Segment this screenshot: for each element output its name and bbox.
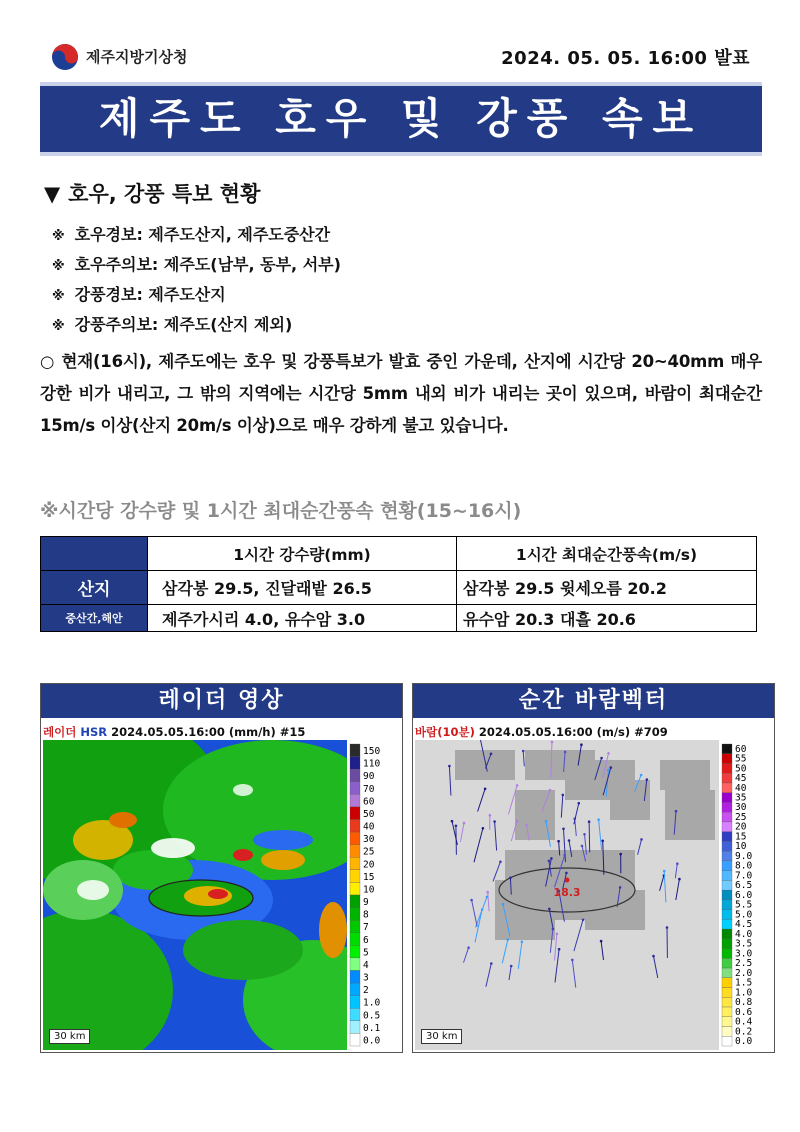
region-cell: 중산간,해안 — [41, 605, 148, 632]
wind-scale-label: 6.0 — [735, 889, 753, 901]
wind-vector-head — [568, 839, 571, 842]
wind-scale-label: 30 — [735, 802, 747, 814]
radar-scale-label: 70 — [363, 783, 375, 795]
wind-vector-head — [448, 765, 451, 768]
radar-scale-swatch — [350, 845, 360, 858]
warning-item — [52, 282, 226, 305]
radar-scale-swatch — [350, 996, 360, 1009]
reference-mark-icon: ※ — [52, 259, 65, 274]
wind-scale-label: 20 — [735, 821, 747, 833]
wind-scale-swatch — [722, 939, 732, 949]
wind-scale-label: 3.5 — [735, 938, 753, 950]
radar-label-type: HSR — [80, 725, 108, 739]
warning-item — [52, 252, 341, 275]
wind-scale-label: 2.0 — [735, 967, 753, 979]
wind-scale-swatch — [722, 793, 732, 803]
wind-scale-swatch — [722, 861, 732, 871]
table-caption: ※시간당 강수량 및 1시간 최대순간풍속 현황(15~16시) — [40, 500, 522, 522]
wind-scale-swatch — [722, 978, 732, 988]
radar-scale-swatch — [350, 945, 360, 958]
wind-label — [415, 724, 668, 740]
radar-scale-swatch — [350, 958, 360, 971]
wind-map — [415, 740, 719, 1050]
wind-panel — [412, 683, 775, 1053]
warning-text: 강풍주의보: 제주도(산지 제외) — [74, 315, 293, 334]
wind-scale-swatch — [722, 763, 732, 773]
radar-scale-label: 50 — [363, 808, 375, 820]
wind-vector-head — [563, 854, 566, 857]
reference-mark-icon: ※ — [52, 289, 65, 304]
wind-scale-swatch — [722, 812, 732, 822]
wind-vector-head — [597, 818, 600, 821]
wind-vector-head — [558, 948, 561, 951]
radar-scale-swatch — [350, 782, 360, 795]
wind-scale-swatch — [722, 1017, 732, 1027]
radar-scale-swatch — [350, 1008, 360, 1021]
wind-scale-label: 55 — [735, 753, 747, 765]
table-corner-cell — [41, 537, 148, 571]
radar-scale-swatch — [350, 933, 360, 946]
wind-scale-swatch — [722, 871, 732, 881]
wind-vector-head — [489, 814, 492, 817]
wind-vector-head — [588, 820, 591, 823]
wind-panel-title: 순간 바람벡터 — [413, 684, 774, 718]
wind-scale-swatch — [722, 958, 732, 968]
wind-vector-head — [525, 824, 528, 827]
wind-scale-swatch — [722, 949, 732, 959]
radar-color-scale — [348, 740, 400, 1050]
wind-scale-label: 5.0 — [735, 909, 753, 921]
kma-logo-icon — [50, 42, 80, 72]
wind-vector-head — [484, 788, 487, 791]
reference-mark-icon: ※ — [52, 319, 65, 334]
org-name: 제주지방기상청 — [86, 48, 188, 66]
wind-scale-label: 10 — [735, 841, 747, 853]
radar-scale-swatch — [350, 882, 360, 895]
wind-vector-head — [551, 741, 554, 744]
radar-map — [43, 740, 347, 1050]
wind-scale-label: 6.5 — [735, 880, 753, 892]
wind-vector-head — [580, 743, 583, 746]
radar-scale-swatch — [350, 870, 360, 883]
wind-vector-head — [516, 820, 519, 823]
wind-scale-swatch — [722, 988, 732, 998]
summary-paragraph: ○ 현재(16시), 제주도에는 호우 및 강풍특보가 발효 중인 가운데, 산지에 시간당 20~40mm 매우 강한 비가 내리고, 그 밖의 지역에는 시간당 5mm 내외 비가 내리는 곳이 있으며, 바람이 최대순간 15m/s 이상(산지 20m/s 이상)으로 매우 강하게 불고 있습니다. — [40, 352, 762, 435]
radar-scale-label: 60 — [363, 796, 375, 808]
radar-label — [43, 724, 305, 740]
wind-vector-head — [562, 794, 565, 797]
wind-vector-head — [470, 899, 473, 902]
wind-scale-swatch — [722, 997, 732, 1007]
wind-vector-head — [548, 860, 551, 863]
radar-scale-swatch — [350, 744, 360, 757]
wind-vector-head — [549, 789, 552, 792]
wind-vector-head — [578, 802, 581, 805]
wind-scale-swatch — [722, 880, 732, 890]
wind-vector-head — [607, 769, 610, 772]
table-row — [41, 605, 757, 632]
wind-scale-swatch — [722, 832, 732, 842]
wind-vector-head — [619, 853, 622, 856]
wind-scale-swatch — [722, 822, 732, 832]
wind-scale-swatch — [722, 851, 732, 861]
wind-vector-head — [652, 955, 655, 958]
radar-scale-label: 2 — [363, 985, 369, 997]
wind-vector-head — [601, 840, 604, 843]
wind-vector-head — [451, 820, 454, 823]
wind-scale-swatch — [722, 929, 732, 939]
wind-scale-label: 0.0 — [735, 1036, 753, 1048]
wind-vector-head — [607, 752, 610, 755]
wind-center-value: 18.3 — [553, 886, 581, 899]
wind-vector-head — [675, 810, 678, 813]
region-cell: 산지 — [41, 571, 148, 605]
wind-vector-head — [678, 878, 681, 881]
wind-scale-swatch — [722, 783, 732, 793]
wind-vector-head — [640, 774, 643, 777]
radar-label-rest: 2024.05.05.16:00 (mm/h) #15 — [111, 725, 306, 739]
wind-max-point — [565, 878, 570, 883]
wind-scale-label: 1.5 — [735, 977, 753, 989]
wind-scale-swatch — [722, 968, 732, 978]
wind-scale-swatch — [722, 1007, 732, 1017]
wind-vector-head — [499, 861, 502, 864]
publish-date: 2024. 05. 05. 16:00 발표 — [501, 48, 750, 69]
triangle-marker-icon: ▼ — [44, 182, 61, 206]
wind-vector-head — [583, 833, 586, 836]
rain-cell: 제주가시리 4.0, 유수암 3.0 — [148, 605, 457, 632]
radar-scale-swatch — [350, 971, 360, 984]
wind-scale-label: 0.8 — [735, 997, 753, 1009]
radar-scale-swatch — [350, 908, 360, 921]
radar-scale-label: 9 — [363, 897, 369, 909]
radar-scale-label: 7 — [363, 922, 369, 934]
wind-scale-label: 8.0 — [735, 860, 753, 872]
table-row — [41, 571, 757, 605]
wind-vector-head — [509, 877, 512, 880]
wind-vector-head — [581, 845, 584, 848]
wind-vector-head — [548, 908, 551, 911]
wind-scale-label: 45 — [735, 773, 747, 785]
radar-label-prefix: 레이더 — [43, 725, 77, 739]
wind-vector-head — [502, 903, 505, 906]
wind-vector-head — [486, 891, 489, 894]
radar-scale-label: 30 — [363, 834, 375, 846]
wind-scale-swatch — [722, 900, 732, 910]
wind-vector-head — [571, 959, 574, 962]
radar-scale-swatch — [350, 920, 360, 933]
wind-scale-label: 1.0 — [735, 987, 753, 999]
radar-scale-swatch — [350, 757, 360, 770]
wind-scale-label: 0.4 — [735, 1016, 753, 1028]
wind-scale-label: 7.0 — [735, 870, 753, 882]
col-wind-header: 1시간 최대순간풍속(m/s) — [457, 537, 757, 571]
wind-scale-swatch — [722, 802, 732, 812]
wind-vector-head — [490, 962, 493, 965]
radar-scale-label: 1.0 — [363, 997, 381, 1009]
radar-scale-label: 10 — [363, 884, 375, 896]
wind-scale-swatch — [722, 754, 732, 764]
wind-vector-head — [666, 926, 669, 929]
radar-scale-label: 20 — [363, 859, 375, 871]
wind-vector-head — [640, 838, 643, 841]
wind-label-prefix: 바람(10분) — [415, 725, 475, 739]
wind-vector-head — [490, 753, 493, 756]
wind-vector-head — [486, 896, 489, 899]
reference-mark-icon: ※ — [52, 229, 65, 244]
wind-vector-head — [455, 825, 458, 828]
wind-scale-label: 4.0 — [735, 928, 753, 940]
warning-text: 호우경보: 제주도산지, 제주도중산간 — [74, 225, 331, 244]
radar-scale-label: 0.5 — [363, 1010, 381, 1022]
wind-vector-head — [565, 872, 568, 875]
radar-scale-label: 4 — [363, 959, 369, 971]
wind-vector-head — [463, 822, 466, 825]
radar-scale-bar: 30 km — [49, 1029, 90, 1044]
wind-scale-label: 0.6 — [735, 1006, 753, 1018]
wind-scale-swatch — [722, 919, 732, 929]
wind-scale-swatch — [722, 744, 732, 754]
wind-vector-head — [545, 820, 548, 823]
radar-scale-label: 110 — [363, 758, 381, 770]
wind-vector-head — [582, 919, 585, 922]
wind-label-rest: 2024.05.05.16:00 (m/s) #709 — [478, 725, 668, 739]
radar-scale-label: 15 — [363, 871, 375, 883]
wind-scale-label: 15 — [735, 831, 747, 843]
radar-scale-label: 0.0 — [363, 1035, 381, 1047]
wind-vector-head — [482, 827, 485, 830]
wind-scale-label: 60 — [735, 743, 747, 755]
table-header-row — [41, 537, 757, 571]
radar-scale-label: 3 — [363, 972, 369, 984]
wind-scale-label: 25 — [735, 811, 747, 823]
warning-text: 호우주의보: 제주도(남부, 동부, 서부) — [74, 255, 341, 274]
wind-vector-head — [619, 886, 622, 889]
wind-scale-label: 40 — [735, 782, 747, 794]
wind-vector-head — [663, 870, 666, 873]
section-heading — [44, 178, 268, 208]
wind-vector-head — [521, 941, 524, 944]
wind-scale-swatch — [722, 1027, 732, 1037]
radar-scale-swatch — [350, 1033, 360, 1046]
wind-scale-label: 0.2 — [735, 1026, 753, 1038]
radar-scale-swatch — [350, 769, 360, 782]
wind-vector-head — [676, 862, 679, 865]
wind-color-scale — [720, 740, 772, 1050]
wind-vector-head — [550, 857, 553, 860]
radar-scale-label: 6 — [363, 934, 369, 946]
section-heading-text: 호우, 강풍 특보 현황 — [68, 182, 261, 206]
warning-item — [52, 312, 292, 335]
radar-scale-swatch — [350, 983, 360, 996]
wind-vector-head — [516, 784, 519, 787]
wind-vector-head — [493, 820, 496, 823]
col-rain-header: 1시간 강수량(mm) — [148, 537, 457, 571]
radar-scale-swatch — [350, 807, 360, 820]
rain-cell: 삼각봉 29.5, 진달래밭 26.5 — [148, 571, 457, 605]
radar-scale-label: 25 — [363, 846, 375, 858]
wind-cell: 삼각봉 29.5 윗세오름 20.2 — [457, 571, 757, 605]
warning-text: 강풍경보: 제주도산지 — [74, 285, 226, 304]
radar-scale-label: 40 — [363, 821, 375, 833]
wind-scale-label: 3.0 — [735, 948, 753, 960]
observation-table — [40, 536, 757, 632]
wind-scale-label: 50 — [735, 763, 747, 775]
radar-scale-label: 90 — [363, 771, 375, 783]
wind-vector-head — [600, 940, 603, 943]
wind-vector-head — [507, 938, 510, 941]
wind-scale-bar: 30 km — [421, 1029, 462, 1044]
title-banner: 제주도 호우 및 강풍 속보 — [40, 82, 762, 156]
wind-vector-head — [522, 750, 525, 753]
radar-scale-swatch — [350, 832, 360, 845]
wind-vector-head — [610, 766, 613, 769]
wind-vector-head — [467, 946, 470, 949]
wind-scale-swatch — [722, 773, 732, 783]
wind-scale-swatch — [722, 890, 732, 900]
header — [50, 36, 770, 80]
radar-panel — [40, 683, 403, 1053]
wind-vector-head — [564, 751, 567, 754]
wind-scale-label: 35 — [735, 792, 747, 804]
wind-scale-swatch — [722, 841, 732, 851]
wind-vector-head — [557, 840, 560, 843]
wind-scale-label: 4.5 — [735, 919, 753, 931]
radar-scale-swatch — [350, 895, 360, 908]
wind-vector-head — [646, 778, 649, 781]
radar-scale-swatch — [350, 820, 360, 833]
radar-scale-swatch — [350, 1021, 360, 1034]
radar-scale-swatch — [350, 794, 360, 807]
wind-scale-label: 5.5 — [735, 899, 753, 911]
wind-vector-head — [510, 965, 513, 968]
wind-scale-label: 2.5 — [735, 958, 753, 970]
radar-panel-title: 레이더 영상 — [41, 684, 402, 718]
wind-vector-head — [556, 933, 559, 936]
radar-scale-swatch — [350, 857, 360, 870]
radar-scale-label: 150 — [363, 746, 381, 758]
wind-scale-label: 9.0 — [735, 850, 753, 862]
wind-vector-arrow — [589, 822, 590, 853]
wind-scale-swatch — [722, 1036, 732, 1046]
wind-vector-head — [562, 828, 565, 831]
wind-scale-swatch — [722, 910, 732, 920]
warning-item — [52, 222, 330, 245]
radar-scale-label: 5 — [363, 947, 369, 959]
wind-vector-head — [600, 757, 603, 760]
radar-scale-label: 0.1 — [363, 1022, 381, 1034]
radar-scale-label: 8 — [363, 909, 369, 921]
wind-cell: 유수암 20.3 대흘 20.6 — [457, 605, 757, 632]
